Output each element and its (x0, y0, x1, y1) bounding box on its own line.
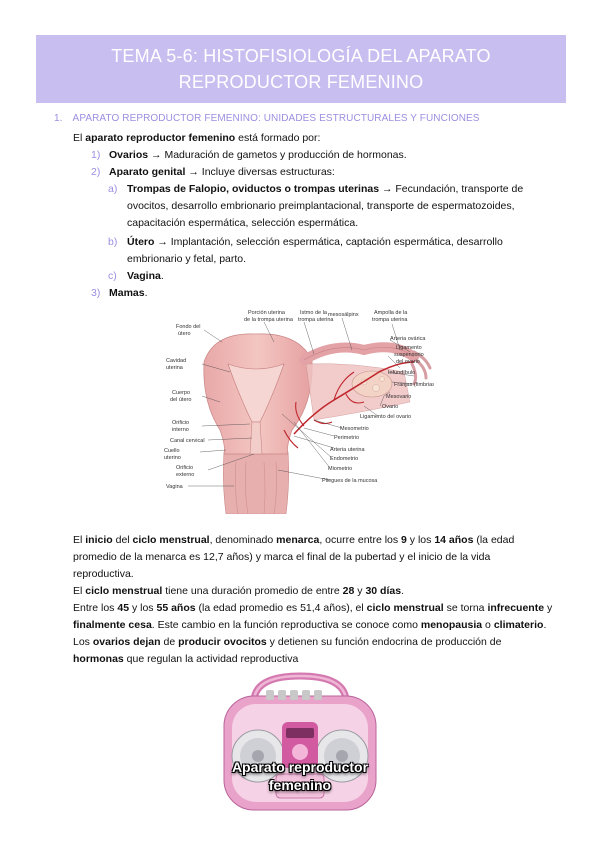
label-istmo-2: trompa uterina (298, 317, 334, 323)
text-run: Los (73, 636, 93, 648)
text-run: El (73, 585, 86, 597)
list-item-desc-cont: embrionario y fetal, parto. (127, 253, 247, 265)
label-arteria-uterina: Arteria uterina (330, 447, 365, 453)
list-item-vagina (108, 268, 164, 285)
text-bold: ciclo menstrual (366, 602, 444, 614)
text-bold: menarca (276, 534, 320, 546)
label-ligamento-3: del ovario (396, 359, 420, 365)
text-bold: climaterio (493, 619, 544, 631)
text-bold: 55 años (156, 602, 196, 614)
title-banner (36, 35, 566, 103)
label-mesosalpinx: mesosálpinx (328, 312, 359, 318)
text-bold: 45 (117, 602, 130, 614)
text-bold: menopausia (420, 619, 483, 631)
label-ampolla: Ampolla de la (374, 310, 408, 316)
text-run: . Este cambio en la función reproductiva se conoce como (151, 619, 421, 631)
paragraph-menopausia (73, 600, 573, 634)
label-cavidad: Cavidad (166, 358, 187, 364)
text-run: promedio de la menarca es 12,7 años) y marca el final de la pubertad y el inicio de la vida (73, 551, 491, 563)
text-run: y (544, 602, 553, 614)
text-bold: hormonas (73, 653, 124, 665)
label-orificio-int-2: interno (172, 427, 189, 433)
list-item-desc: → Fecundación, transporte de (379, 183, 524, 195)
label-perimetrio: Perimetrio (334, 435, 360, 441)
list-item-desc: → Incluye diversas estructuras: (185, 166, 335, 178)
text-bold: finalmente cesa (73, 619, 152, 631)
label-istmo: Istmo de la (300, 310, 327, 316)
label-ampolla-2: trompa uterina (372, 317, 408, 323)
list-item-desc-cont: capacitación espermática, selección espermática. (127, 217, 359, 229)
label-lig-ovario: Ligamento del ovario (360, 414, 412, 420)
text-run: se torna (443, 602, 488, 614)
section-title: APARATO REPRODUCTOR FEMENINO: UNIDADES ESTRUCTURALES Y FUNCIONES (72, 113, 480, 124)
text-bold: 30 días (365, 585, 402, 597)
text-run: tiene una duración promedio de entre (162, 585, 343, 597)
label-endometrio: Endometrio (330, 456, 359, 462)
label-ligamento-2: suspensorio (394, 352, 424, 358)
label-cuello: Cuello (164, 448, 180, 454)
section-number: 1. (54, 113, 63, 124)
title-line-1: TEMA 5-6: HISTOFISIOLOGÍA DEL APARATO (111, 46, 491, 66)
list-marker: b) (108, 236, 118, 248)
list-item-desc: . (144, 287, 148, 299)
text-run: del (112, 534, 133, 546)
label-cuerpo: Cuerpo (172, 390, 191, 396)
label-orificio-ext: Orificio (176, 465, 194, 471)
list-item-mamas (91, 285, 148, 302)
paragraph-duracion (73, 583, 573, 600)
intro-post: está formado por: (235, 132, 321, 144)
image-caption-line-2: femenino (268, 777, 332, 793)
text-run: Entre los (73, 602, 118, 614)
list-marker: c) (108, 270, 117, 282)
text-run: de (160, 636, 179, 648)
label-arteria-ovarica: Arteria ovárica (390, 336, 426, 342)
text-run: . (401, 585, 404, 597)
list-item-term: Ovarios (109, 149, 149, 161)
label-miometrio: Miometrio (328, 466, 353, 472)
label-orificio-int: Orificio (172, 420, 190, 426)
label-pliegues: Pliegues de la mucosa (322, 478, 378, 484)
text-run: que regulan la actividad reproductiva (123, 653, 299, 665)
text-bold: inicio (85, 534, 113, 546)
uterus-diagram (164, 302, 434, 514)
list-item-term: Vagina (127, 270, 161, 282)
label-canal: Canal cervical (170, 438, 205, 444)
label-fondo-2: útero (178, 331, 191, 337)
text-run: y los (129, 602, 157, 614)
label-porcion-2: de la trompa uterina (244, 317, 293, 323)
list-item-desc: . (160, 270, 164, 282)
list-item-aparato-genital (91, 164, 335, 181)
label-mesovario: Mesovario (386, 394, 412, 400)
intro-bold: aparato reproductor femenino (85, 132, 236, 144)
title-line-2: REPRODUCTOR FEMENINO (178, 72, 424, 92)
text-run: o (482, 619, 494, 631)
label-cuello-2: uterino (164, 455, 181, 461)
list-marker: a) (108, 183, 118, 195)
text-run: y los (406, 534, 435, 546)
text-run: , denominado (209, 534, 277, 546)
text-run: y detienen su función endocrina de producción de (266, 636, 502, 648)
label-fondo: Fondo del (176, 324, 201, 330)
text-bold: infrecuente (487, 602, 545, 614)
list-item-term: Aparato genital (109, 166, 186, 178)
boombox-svg (210, 670, 390, 818)
list-item-desc-cont: ovocitos, desarrollo embrionario preimplantacional, transporte de espermatozoides, (127, 200, 515, 212)
label-vagina: Vagina (166, 484, 183, 490)
paragraph-ovarios (73, 634, 573, 668)
list-marker: 2) (91, 166, 101, 178)
text-run: (la edad promedio es 51,4 años), el (195, 602, 367, 614)
list-item-ovarios (91, 147, 407, 164)
label-porcion: Porción uterina (248, 310, 285, 316)
text-bold: producir ovocitos (178, 636, 267, 648)
list-item-trompas (108, 181, 568, 232)
label-cavidad-2: uterina (166, 365, 183, 371)
list-item-utero (108, 234, 568, 268)
image-caption-line-1: Aparato reproductor (231, 759, 369, 775)
text-bold: ciclo menstrual (85, 585, 163, 597)
list-item-desc: → Implantación, selección espermática, captación espermática, desarrollo (154, 236, 503, 248)
text-bold: ciclo menstrual (132, 534, 210, 546)
list-marker: 1) (91, 149, 101, 161)
label-infundibulo: Infundíbulo (388, 370, 416, 376)
text-bold: 14 años (434, 534, 474, 546)
label-orificio-ext-2: externo (176, 472, 195, 478)
list-item-term: Mamas (109, 287, 145, 299)
list-item-term: Útero (127, 236, 155, 248)
list-item-term: Trompas de Falopio, oviductos o trompas uterinas (127, 183, 380, 195)
paragraph-menarca (73, 532, 573, 583)
intro-pre: El (73, 132, 86, 144)
section-heading (54, 113, 480, 124)
label-mesometrio: Mesometrio (340, 426, 369, 432)
text-run: reproductiva. (73, 568, 134, 580)
label-ovario: Ovario (382, 404, 399, 410)
text-run: (la edad (473, 534, 515, 546)
text-bold: 9 (401, 534, 407, 546)
text-run: El (73, 534, 86, 546)
text-run: y (354, 585, 366, 597)
label-ligamento: Ligamento (396, 345, 422, 351)
uterus-diagram-svg (164, 302, 434, 514)
text-run: , ocurre entre los (319, 534, 402, 546)
list-item-desc: → Maduración de gametos y producción de hormonas. (148, 149, 407, 161)
text-bold: 28 (342, 585, 355, 597)
label-cuerpo-2: del útero (170, 397, 192, 403)
list-marker: 3) (91, 287, 101, 299)
label-franjas: Franjas (fimbrias) (394, 382, 434, 388)
text-run: . (543, 619, 547, 631)
boombox-image (210, 670, 390, 818)
intro-line (73, 130, 320, 147)
text-bold: ovarios dejan (92, 636, 161, 648)
